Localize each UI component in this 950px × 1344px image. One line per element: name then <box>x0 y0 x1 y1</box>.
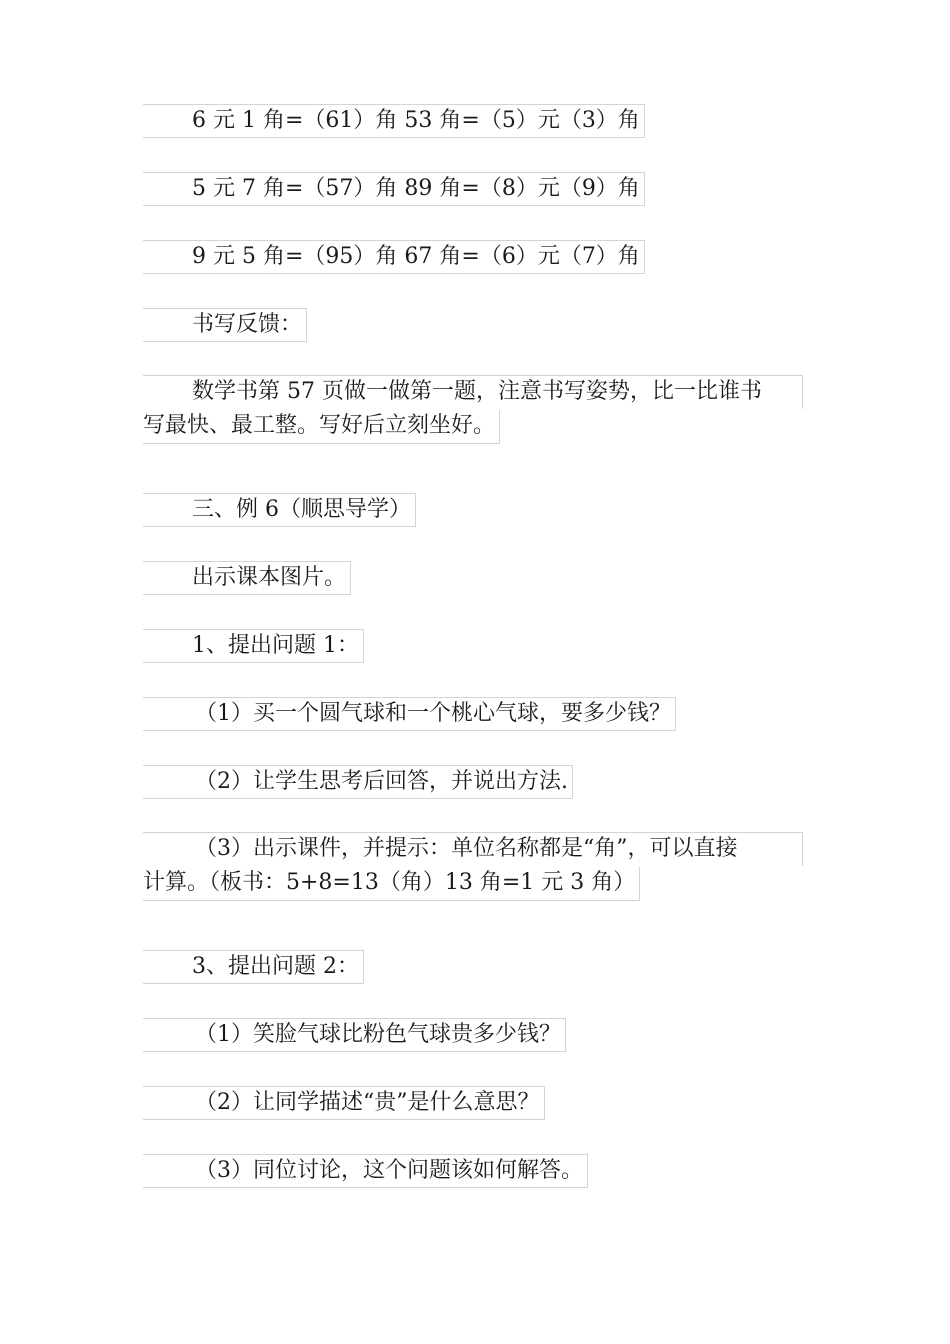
question-1-item-1 <box>143 697 676 731</box>
question-2-item-3 <box>143 1154 588 1188</box>
text-line: （2）让同学描述“贵”是什么意思？ <box>143 1086 545 1120</box>
text-line: （3）同位讨论，这个问题该如何解答。 <box>143 1154 588 1188</box>
text-line: 1、提出问题 1： <box>143 629 364 663</box>
text-line: 出示课本图片。 <box>143 561 351 595</box>
text-line: 书写反馈： <box>143 308 307 342</box>
question-1-item-3 <box>143 832 803 901</box>
question-2-heading <box>143 950 364 984</box>
question-1-heading <box>143 629 364 663</box>
text-line: （3）出示课件，并提示：单位名称都是“角”，可以直接 <box>143 832 803 866</box>
show-textbook-picture <box>143 561 351 595</box>
conversion-line-1 <box>143 104 645 138</box>
question-2-item-2 <box>143 1086 545 1120</box>
text-line: （1）笑脸气球比粉色气球贵多少钱？ <box>143 1018 566 1052</box>
text-line: 6 元 1 角=（61）角 53 角=（5）元（3）角 <box>143 104 645 138</box>
text-line: 三、例 6（顺思导学） <box>143 493 416 527</box>
text-line: 写最快、最工整。写好后立刻坐好。 <box>143 410 500 444</box>
question-1-item-2 <box>143 765 573 799</box>
text-line: （2）让学生思考后回答，并说出方法. <box>143 765 573 799</box>
writing-feedback-paragraph <box>143 375 803 444</box>
text-line: 5 元 7 角=（57）角 89 角=（8）元（9）角 <box>143 172 645 206</box>
conversion-line-2 <box>143 172 645 206</box>
text-line: 9 元 5 角=（95）角 67 角=（6）元（7）角 <box>143 240 645 274</box>
conversion-line-3 <box>143 240 645 274</box>
text-line: 3、提出问题 2： <box>143 950 364 984</box>
text-line: （1）买一个圆气球和一个桃心气球，要多少钱？ <box>143 697 676 731</box>
text-line: 计算。（板书：5+8=13（角）13 角=1 元 3 角） <box>143 867 640 901</box>
section-heading-example-6 <box>143 493 416 527</box>
text-line: 数学书第 57 页做一做第一题，注意书写姿势，比一比谁书 <box>143 375 803 409</box>
writing-feedback-heading <box>143 308 307 342</box>
question-2-item-1 <box>143 1018 566 1052</box>
